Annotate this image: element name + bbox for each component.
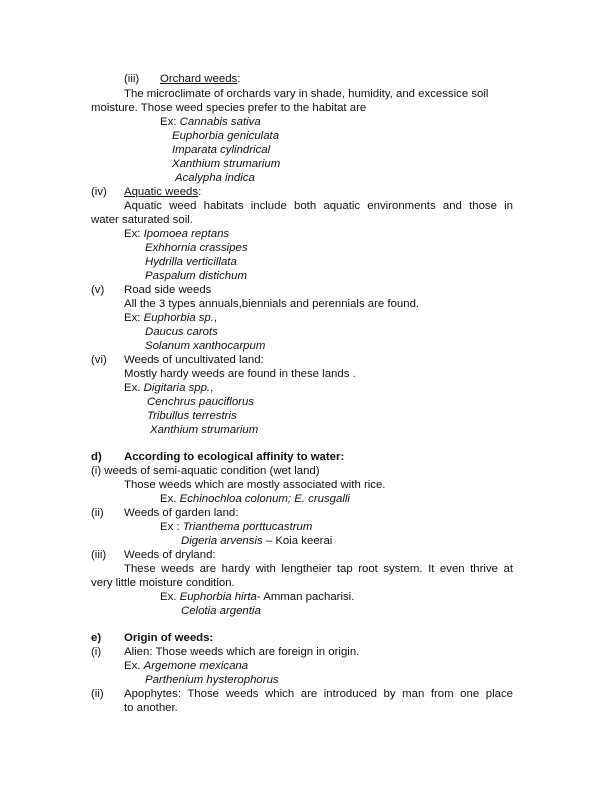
garden-ex-prefix: Ex : [160,521,183,533]
uncultivated-desc: Mostly hardy weeds are found in these lands . [124,368,356,380]
aquatic-title: Aquatic weeds [124,186,199,198]
orchard-example-2: Euphorbia geniculata [172,130,280,142]
uncultivated-ex-name: Digitaria spp. [143,382,211,394]
roadside-number: (v) [91,284,105,296]
alien-ex-prefix: Ex. [124,660,144,672]
aquatic-example-4: Paspalum distichum [145,270,247,282]
apophytes-text-line2: to another. [124,702,178,714]
dryland-ex-prefix: Ex. [160,591,180,603]
roadside-example-2: Daucus carots [145,326,218,338]
aquatic-desc-line2: water saturated soil. [91,214,193,226]
uncultivated-example-3: Tribullus terrestris [147,410,237,422]
garden-title: Weeds of garden land: [124,507,239,519]
orchard-example-3: Imparata cylindrical [172,144,271,156]
semi-aquatic-example [160,493,350,506]
garden-ex2-local: – Koia keerai [262,535,333,547]
dryland-desc-line1: These weeds are hardy with lengtheier tap root system. It even thrive at [124,563,513,575]
uncultivated-number: (vi) [91,354,107,366]
orchard-example-5: Acalypha indica [175,172,255,184]
semi-aquatic-ex-name: Echinochloa colonum; E. crusgalli [179,493,350,505]
aquatic-ex-name: Ipomoea reptans [143,228,230,240]
uncultivated-title: Weeds of uncultivated land: [124,354,264,366]
orchard-heading [160,73,240,86]
orchard-ex-name: Cannabis sativa [179,116,261,128]
aquatic-colon: : [198,186,202,198]
orchard-number: (iii) [124,73,140,85]
alien-example-2: Parthenium hysterophorus [145,674,279,686]
roadside-ex-suffix: , [213,312,218,324]
aquatic-example-2: Exhhornia crassipes [145,242,248,254]
section-e-heading: Origin of weeds: [124,632,214,644]
apophytes-text-line1: Apophytes: Those weeds which are introduced by man from one place [124,688,513,700]
dryland-title: Weeds of dryland: [124,549,216,561]
orchard-colon: : [237,73,241,85]
roadside-example-3: Solanum xanthocarpum [145,340,266,352]
uncultivated-example-4: Xanthium strumarium [150,424,259,436]
dryland-ex-local: - Amman pacharisi. [256,591,355,603]
roadside-ex-prefix: Ex: [124,312,144,324]
uncultivated-ex-prefix: Ex. [124,382,144,394]
semi-aquatic-desc: Those weeds which are mostly associated with rice. [124,479,386,491]
semi-aquatic-ex-prefix: Ex. [160,493,180,505]
garden-ex-name: Trianthema porttucastrum [182,521,313,533]
semi-aquatic-title: (i) weeds of semi-aquatic condition (wet land) [91,465,320,477]
aquatic-example-3: Hydrilla verticillata [145,256,237,268]
aquatic-heading [124,186,201,199]
garden-number: (ii) [91,507,104,519]
dryland-desc-line2: very little moisture condition. [91,577,235,589]
orchard-ex-prefix: Ex: [160,116,180,128]
garden-example-1 [160,521,312,534]
alien-text: Alien: Those weeds which are foreign in origin. [124,646,360,658]
orchard-desc-line1: The microclimate of orchards vary in shade, humidity, and excessice soil [124,88,489,100]
alien-number: (i) [91,646,102,658]
alien-ex-name: Argemone mexicana [143,660,249,672]
alien-example-1 [124,660,248,673]
dryland-example-1 [160,591,354,604]
roadside-ex-name: Euphorbia sp. [143,312,214,324]
section-d-letter: d) [91,451,102,463]
uncultivated-example-1 [124,382,213,395]
roadside-title: Road side weeds [124,284,212,296]
uncultivated-example-2: Cenchrus pauciflorus [147,396,254,408]
roadside-example-1 [124,312,217,325]
apophytes-number: (ii) [91,688,104,700]
aquatic-example-1 [124,228,229,241]
orchard-example-1 [160,116,261,129]
aquatic-desc-line1: Aquatic weed habitats include both aquatic environments and those in [124,200,513,212]
garden-ex2-name: Digeria arvensis [181,535,263,547]
aquatic-ex-prefix: Ex: [124,228,144,240]
dryland-ex-name: Euphorbia hirta [179,591,257,603]
orchard-title: Orchard weeds [160,73,238,85]
section-e-letter: e) [91,632,102,644]
orchard-desc-line2: moisture. Those weed species prefer to the habitat are [91,102,367,114]
dryland-number: (iii) [91,549,107,561]
roadside-desc: All the 3 types annuals,biennials and perennials are found. [124,298,420,310]
garden-example-2 [181,535,332,548]
uncultivated-ex-suffix: , [210,382,214,394]
aquatic-number: (iv) [91,186,107,198]
section-d-heading: According to ecological affinity to water: [124,451,345,463]
dryland-example-2: Celotia argentia [181,605,261,617]
orchard-example-4: Xanthium strumarium [172,158,281,170]
